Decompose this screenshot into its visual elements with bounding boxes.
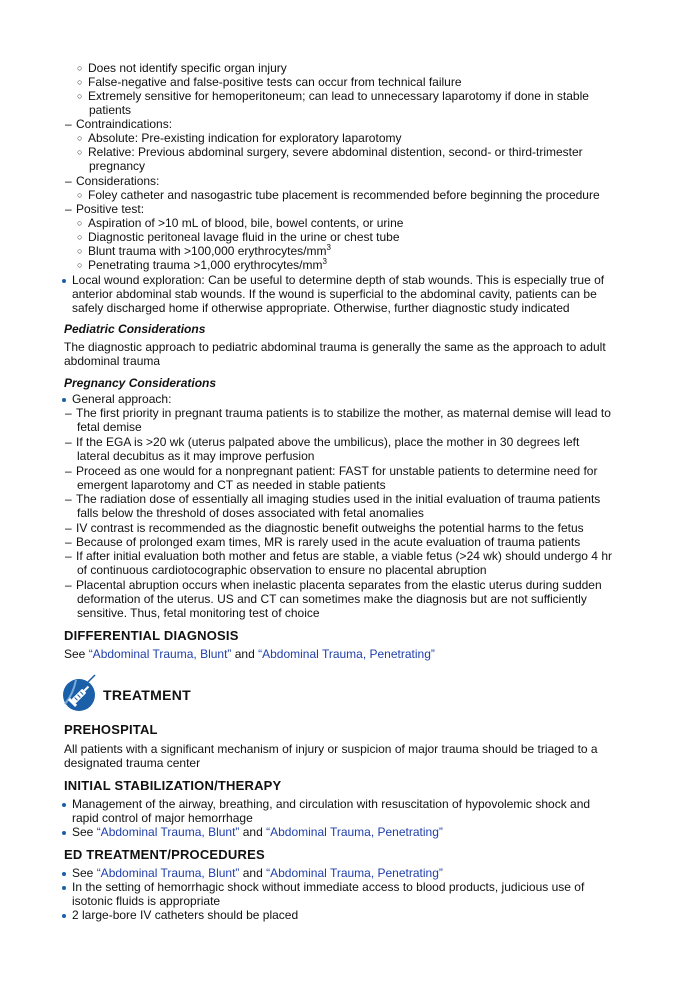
list-item-continuation: sensitive. Thus, fetal monitoring test of choice xyxy=(77,606,320,620)
differential-diagnosis-heading: DIFFERENTIAL DIAGNOSIS xyxy=(64,628,239,643)
see-also-line xyxy=(64,647,435,661)
blunt-threshold-text: Blunt trauma with >100,000 erythrocytes/mm xyxy=(88,244,327,258)
list-item: Aspiration of >10 mL of blood, bile, bowel contents, or urine xyxy=(88,216,404,230)
pregnancy-heading: Pregnancy Considerations xyxy=(64,376,217,390)
initial-stabilization-heading: INITIAL STABILIZATION/THERAPY xyxy=(64,778,282,793)
syringe-icon-graphic xyxy=(62,674,98,714)
list-item-continuation: deformation of the uterus. US and CT can sometimes make the diagnosis but are not sufficiently xyxy=(77,592,587,606)
dash-bullet: – xyxy=(65,549,72,563)
circle-bullet-icon: ○ xyxy=(77,147,83,157)
ed-treatment-heading: ED TREATMENT/PROCEDURES xyxy=(64,847,265,862)
syringe-icon xyxy=(62,674,98,714)
circle-bullet-icon: ○ xyxy=(77,91,83,101)
dash-bullet: – xyxy=(65,174,72,188)
paragraph: abdominal trauma xyxy=(64,354,161,368)
list-item: The radiation dose of essentially all imaging studies used in the initial evaluation of trauma patients xyxy=(76,492,601,506)
bullet-icon xyxy=(62,886,66,890)
list-item-continuation: patients xyxy=(89,103,132,117)
bullet-icon xyxy=(62,398,66,402)
list-item-continuation: rapid control of major hemorrhage xyxy=(72,811,253,825)
circle-bullet-icon: ○ xyxy=(77,232,83,242)
list-item-continuation: pregnancy xyxy=(89,159,146,173)
list-item: Positive test: xyxy=(76,202,145,216)
treatment-heading: TREATMENT xyxy=(103,687,191,703)
circle-bullet-icon: ○ xyxy=(77,63,83,73)
see-also-line xyxy=(72,866,443,880)
prehospital-heading: PREHOSPITAL xyxy=(64,722,158,737)
list-item: Proceed as one would for a nonpregnant patient: FAST for unstable patients to determine need for xyxy=(76,464,598,478)
superscript: 3 xyxy=(322,257,327,266)
link-abdominal-trauma-blunt[interactable]: “Abdominal Trauma, Blunt” xyxy=(96,825,240,839)
see-also-line xyxy=(72,825,443,839)
dash-bullet: – xyxy=(65,464,72,478)
superscript: 3 xyxy=(326,243,331,252)
circle-bullet-icon: ○ xyxy=(77,133,83,143)
list-item: Relative: Previous abdominal surgery, severe abdominal distention, second- or third-trimester xyxy=(88,145,583,159)
list-item: Placental abruption occurs when inelastic placenta separates from the elastic uterus during sudden xyxy=(76,578,602,592)
list-item-continuation: fetal demise xyxy=(77,420,142,434)
list-item: False-negative and false-positive tests can occur from technical failure xyxy=(88,75,462,89)
circle-bullet-icon: ○ xyxy=(77,246,83,256)
and-text: and xyxy=(239,866,267,880)
list-item: Extremely sensitive for hemoperitoneum; can lead to unnecessary laparotomy if done in stable xyxy=(88,89,589,103)
dash-bullet: – xyxy=(65,521,72,535)
circle-bullet-icon: ○ xyxy=(77,260,83,270)
list-item: Because of prolonged exam times, MR is rarely used in the acute evaluation of trauma patients xyxy=(76,535,581,549)
circle-bullet-icon: ○ xyxy=(77,218,83,228)
link-abdominal-trauma-penetrating[interactable]: “Abdominal Trauma, Penetrating” xyxy=(266,825,443,839)
see-text: See xyxy=(72,825,97,839)
list-item: Does not identify specific organ injury xyxy=(88,61,287,75)
list-item: If after initial evaluation both mother and fetus are stable, a viable fetus (>24 wk) should undergo 4 hr xyxy=(76,549,612,563)
paragraph: The diagnostic approach to pediatric abdominal trauma is generally the same as the approach to adult xyxy=(64,340,606,354)
and-text: and xyxy=(231,647,259,661)
list-item-continuation: of continuous cardiotocographic observation to ensure no placental abruption xyxy=(77,563,487,577)
list-item-continuation: emergent laparotomy and CT as needed in stable patients xyxy=(77,478,386,492)
bullet-icon xyxy=(62,831,66,835)
list-item: If the EGA is >20 wk (uterus palpated above the umbilicus), place the mother in 30 degrees left xyxy=(76,435,580,449)
penetrating-threshold-text: Penetrating trauma >1,000 erythrocytes/mm xyxy=(88,258,323,272)
list-item-continuation: anterior abdominal stab wounds. If the wound is superficial to the abdominal cavity, patients can be xyxy=(72,287,597,301)
list-item: Absolute: Pre-existing indication for exploratory laparotomy xyxy=(88,131,402,145)
list-item: Contraindications: xyxy=(76,117,173,131)
list-item xyxy=(88,244,331,258)
see-text: See xyxy=(72,866,97,880)
link-abdominal-trauma-blunt[interactable]: “Abdominal Trauma, Blunt” xyxy=(88,647,232,661)
list-item: General approach: xyxy=(72,392,172,406)
pediatric-heading: Pediatric Considerations xyxy=(64,322,206,336)
paragraph: All patients with a significant mechanism of injury or suspicion of major trauma should be triaged to a xyxy=(64,742,598,756)
dash-bullet: – xyxy=(65,117,72,131)
list-item-continuation: safely discharged home if otherwise appropriate. Otherwise, further diagnostic study indicated xyxy=(72,301,570,315)
list-item: Local wound exploration: Can be useful to determine depth of stab wounds. This is especially true of xyxy=(72,273,605,287)
see-text: See xyxy=(64,647,89,661)
dash-bullet: – xyxy=(65,578,72,592)
link-abdominal-trauma-blunt[interactable]: “Abdominal Trauma, Blunt” xyxy=(96,866,240,880)
list-item-continuation: isotonic fluids is appropriate xyxy=(72,894,221,908)
paragraph: designated trauma center xyxy=(64,756,201,770)
list-item xyxy=(88,258,327,272)
link-abdominal-trauma-penetrating[interactable]: “Abdominal Trauma, Penetrating” xyxy=(266,866,443,880)
list-item: Considerations: xyxy=(76,174,160,188)
bullet-icon xyxy=(62,872,66,876)
bullet-icon xyxy=(62,914,66,918)
dash-bullet: – xyxy=(65,202,72,216)
bullet-icon xyxy=(62,279,66,283)
link-abdominal-trauma-penetrating[interactable]: “Abdominal Trauma, Penetrating” xyxy=(258,647,435,661)
list-item: In the setting of hemorrhagic shock without immediate access to blood products, judicious use of xyxy=(72,880,585,894)
and-text: and xyxy=(239,825,267,839)
list-item: 2 large-bore IV catheters should be placed xyxy=(72,908,299,922)
dash-bullet: – xyxy=(65,535,72,549)
list-item: The first priority in pregnant trauma patients is to stabilize the mother, as maternal demise will lead to xyxy=(76,406,611,420)
list-item-continuation: falls below the threshold of doses associated with fetal anomalies xyxy=(77,506,424,520)
circle-bullet-icon: ○ xyxy=(77,77,83,87)
list-item: Diagnostic peritoneal lavage fluid in the urine or chest tube xyxy=(88,230,400,244)
list-item: Management of the airway, breathing, and circulation with resuscitation of hypovolemic shock and xyxy=(72,797,591,811)
list-item-continuation: lateral decubitus as it may improve perfusion xyxy=(77,449,315,463)
dash-bullet: – xyxy=(65,492,72,506)
bullet-icon xyxy=(62,803,66,807)
dash-bullet: – xyxy=(65,435,72,449)
dash-bullet: – xyxy=(65,406,72,420)
circle-bullet-icon: ○ xyxy=(77,190,83,200)
list-item: Foley catheter and nasogastric tube placement is recommended before beginning the procedure xyxy=(88,188,600,202)
list-item: IV contrast is recommended as the diagnostic benefit outweighs the potential harms to the fetus xyxy=(76,521,584,535)
